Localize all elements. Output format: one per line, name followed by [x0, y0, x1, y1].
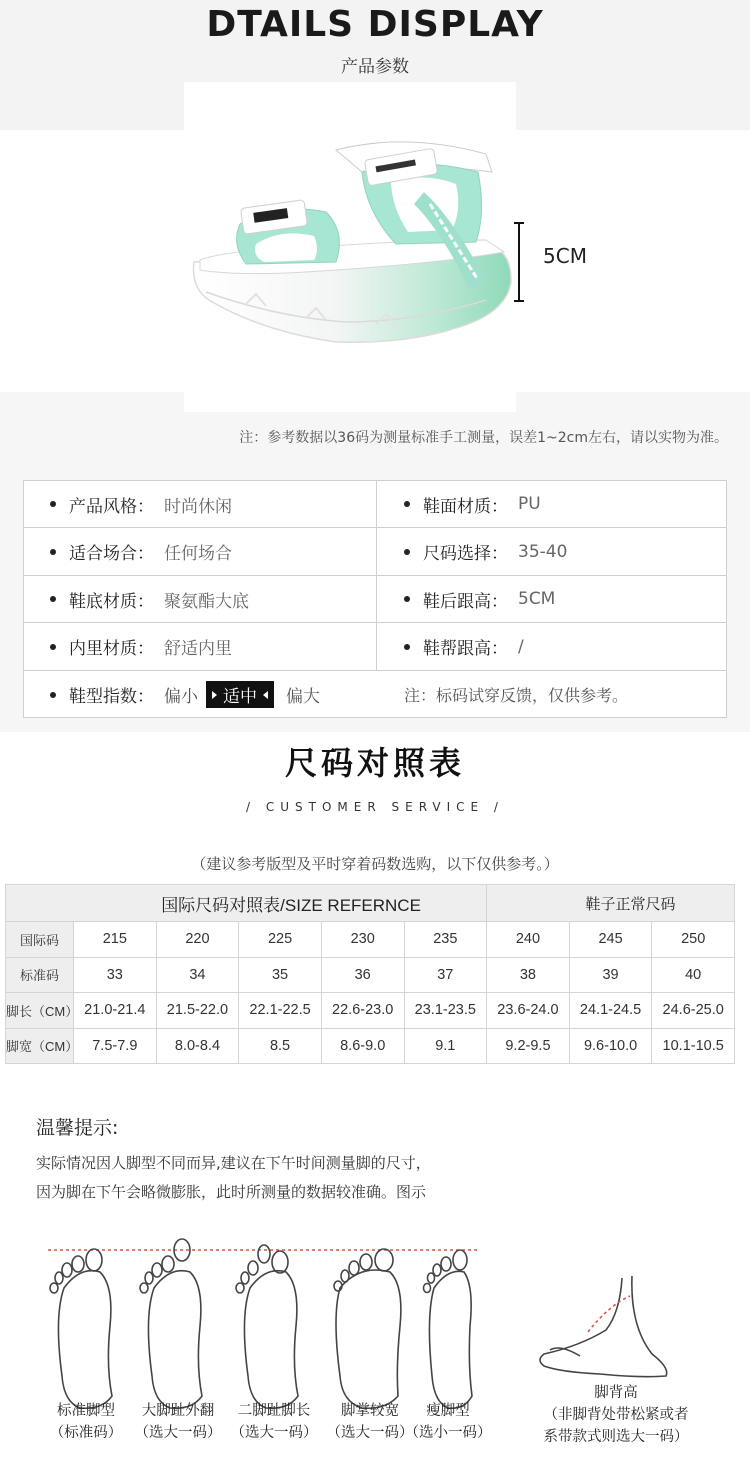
fit-note: [404, 671, 628, 718]
spec-label: 鞋面材质：: [423, 496, 508, 517]
foot-name: 脚掌较宽: [341, 1403, 399, 1419]
table-cell: 23.6-24.0: [487, 993, 570, 1029]
size-chart-title: 尺码对照表: [284, 744, 465, 782]
spec-value: 任何场合: [164, 544, 232, 564]
fit-large: 偏大: [286, 687, 320, 707]
tips-line-1: 实际情况因人脚型不同而异,建议在下午时间测量脚的尺寸，: [36, 1154, 431, 1172]
foot-label-instep: [526, 1382, 706, 1448]
spec-row: [24, 671, 726, 718]
spec-value: 5CM: [518, 589, 556, 609]
table-cell: 33: [74, 957, 157, 993]
fit-note-text: 注：标码试穿反馈，仅供参考。: [404, 686, 629, 705]
heel-height-marker: [512, 222, 526, 302]
table-cell: 36: [321, 957, 404, 993]
spec-style: [50, 481, 232, 527]
foot-bunion-icon: [140, 1239, 202, 1408]
foot-label-second-toe: [222, 1400, 326, 1444]
foot-name: 二脚趾脚长: [237, 1403, 311, 1419]
bullet-icon: [50, 596, 56, 602]
foot-wide-icon: [334, 1249, 401, 1408]
arrow-left-icon: [263, 691, 268, 699]
table-cell: 245: [569, 922, 652, 958]
spec-sole: [50, 576, 249, 622]
spec-label: 内里材质：: [69, 639, 154, 659]
spec-value: /: [518, 636, 524, 657]
foot-standard-icon: [50, 1249, 112, 1408]
table-cell: 230: [321, 922, 404, 958]
row-header: 脚长（CM）: [6, 993, 74, 1029]
size-chart-note: （建议参考版型及平时穿着码数选购，以下仅供参考。）: [191, 855, 559, 873]
foot-second-toe-icon: [236, 1245, 298, 1408]
spec-row: [24, 481, 726, 528]
table-row: [6, 993, 735, 1029]
fit-selected-badge: [206, 681, 274, 708]
table-cell: 8.6-9.0: [321, 1028, 404, 1064]
page-title: DTAILS DISPLAY: [206, 4, 544, 45]
table-cell: 7.5-7.9: [74, 1028, 157, 1064]
foot-name: 标准脚型: [57, 1403, 115, 1419]
foot-name: 瘦脚型: [426, 1403, 470, 1419]
arrow-right-icon: [212, 691, 217, 699]
spec-value: 时尚休闲: [164, 496, 232, 517]
fit-selected: 适中: [223, 687, 257, 707]
bullet-icon: [50, 692, 56, 698]
bullet-icon: [50, 549, 56, 555]
table-cell: 35: [239, 957, 322, 993]
table-cell: 220: [156, 922, 239, 958]
foot-name: 大脚趾外翻: [141, 1403, 215, 1419]
table-cell: 21.5-22.0: [156, 993, 239, 1029]
fit-small: 偏小: [164, 687, 198, 707]
table-cell: 21.0-21.4: [74, 993, 157, 1029]
table-cell: 8.5: [239, 1028, 322, 1064]
spec-table: [23, 480, 727, 718]
foot-label-standard: [38, 1400, 134, 1444]
bullet-icon: [50, 501, 56, 507]
foot-advice: （选小一码）: [404, 1425, 492, 1441]
foot-advice: 系带款式则选大一码）: [543, 1429, 689, 1445]
size-table-head-right: 鞋子正常尺码: [487, 885, 735, 922]
table-cell: 22.1-22.5: [239, 993, 322, 1029]
page-subtitle: 产品参数: [341, 57, 409, 77]
size-table-header: [6, 885, 735, 922]
foot-advice: （非脚背处带松紧或者: [543, 1407, 689, 1423]
foot-advice: （选大一码）: [134, 1425, 222, 1441]
table-cell: 24.1-24.5: [569, 993, 652, 1029]
heel-height-label: 5CM: [543, 244, 587, 268]
table-cell: 24.6-25.0: [652, 993, 735, 1029]
sandal-image: [186, 132, 516, 350]
bullet-icon: [404, 596, 410, 602]
table-cell: 250: [652, 922, 735, 958]
spec-label: 鞋后跟高：: [423, 591, 508, 612]
bullet-icon: [404, 644, 410, 650]
table-row: [6, 1028, 735, 1064]
table-cell: 215: [74, 922, 157, 958]
table-cell: 235: [404, 922, 487, 958]
spec-upper: [404, 481, 541, 527]
table-row: [6, 957, 735, 993]
spec-value: 35-40: [518, 541, 568, 562]
size-table: [5, 884, 735, 1064]
size-chart-subtitle: / CUSTOMER SERVICE /: [246, 800, 504, 814]
spec-value: 聚氨酯大底: [164, 591, 249, 612]
table-cell: 9.6-10.0: [569, 1028, 652, 1064]
spec-shaft: [404, 623, 524, 670]
foot-slim-icon: [424, 1250, 473, 1408]
table-cell: 10.1-10.5: [652, 1028, 735, 1064]
table-cell: 40: [652, 957, 735, 993]
foot-instep-icon: [540, 1276, 667, 1377]
bullet-icon: [404, 501, 410, 507]
foot-label-bunion: [126, 1400, 230, 1444]
foot-advice: （标准码）: [49, 1425, 123, 1441]
table-cell: 240: [487, 922, 570, 958]
table-cell: 8.0-8.4: [156, 1028, 239, 1064]
bullet-icon: [404, 549, 410, 555]
spec-sizes: [404, 528, 567, 575]
spec-fit: [50, 671, 320, 718]
table-cell: 22.6-23.0: [321, 993, 404, 1029]
spec-label: 鞋型指数：: [69, 687, 154, 707]
table-row: [6, 922, 735, 958]
row-header: 国际码: [6, 922, 74, 958]
foot-name: 脚背高: [594, 1385, 638, 1401]
row-header: 标准码: [6, 957, 74, 993]
table-cell: 23.1-23.5: [404, 993, 487, 1029]
spec-row: [24, 623, 726, 671]
spec-row: [24, 528, 726, 576]
table-cell: 9.2-9.5: [487, 1028, 570, 1064]
table-cell: 39: [569, 957, 652, 993]
spec-label: 鞋底材质：: [69, 591, 154, 612]
tips-title: 温馨提示:: [36, 1117, 119, 1139]
spec-value: PU: [518, 494, 541, 514]
spec-label: 尺码选择：: [423, 544, 508, 564]
table-cell: 9.1: [404, 1028, 487, 1064]
spec-label: 鞋帮跟高：: [423, 639, 508, 659]
size-table-head-main: 国际尺码对照表/SIZE REFERNCE: [6, 885, 487, 922]
spec-value: 舒适内里: [164, 639, 232, 659]
table-cell: 225: [239, 922, 322, 958]
measurement-note: 注：参考数据以36码为测量标准手工测量，误差1~2cm左右，请以实物为准。: [239, 430, 728, 446]
spec-row: [24, 576, 726, 623]
spec-label: 产品风格：: [69, 496, 154, 517]
foot-advice: （选大一码）: [230, 1425, 318, 1441]
tips-line-2: 因为脚在下午会略微膨胀，此时所测量的数据较准确。图示: [36, 1183, 427, 1201]
bullet-icon: [50, 644, 56, 650]
table-cell: 37: [404, 957, 487, 993]
spec-heel: [404, 576, 555, 622]
table-cell: 34: [156, 957, 239, 993]
row-header: 脚宽（CM）: [6, 1028, 74, 1064]
table-cell: 38: [487, 957, 570, 993]
product-photo-area-bottom: [184, 392, 516, 412]
spec-label: 适合场合：: [69, 544, 154, 564]
spec-lining: [50, 623, 232, 670]
fit-scale: [164, 681, 320, 708]
foot-label-slim: [400, 1400, 496, 1444]
foot-advice: （选大一码）: [326, 1425, 414, 1441]
spec-occasion: [50, 528, 232, 575]
